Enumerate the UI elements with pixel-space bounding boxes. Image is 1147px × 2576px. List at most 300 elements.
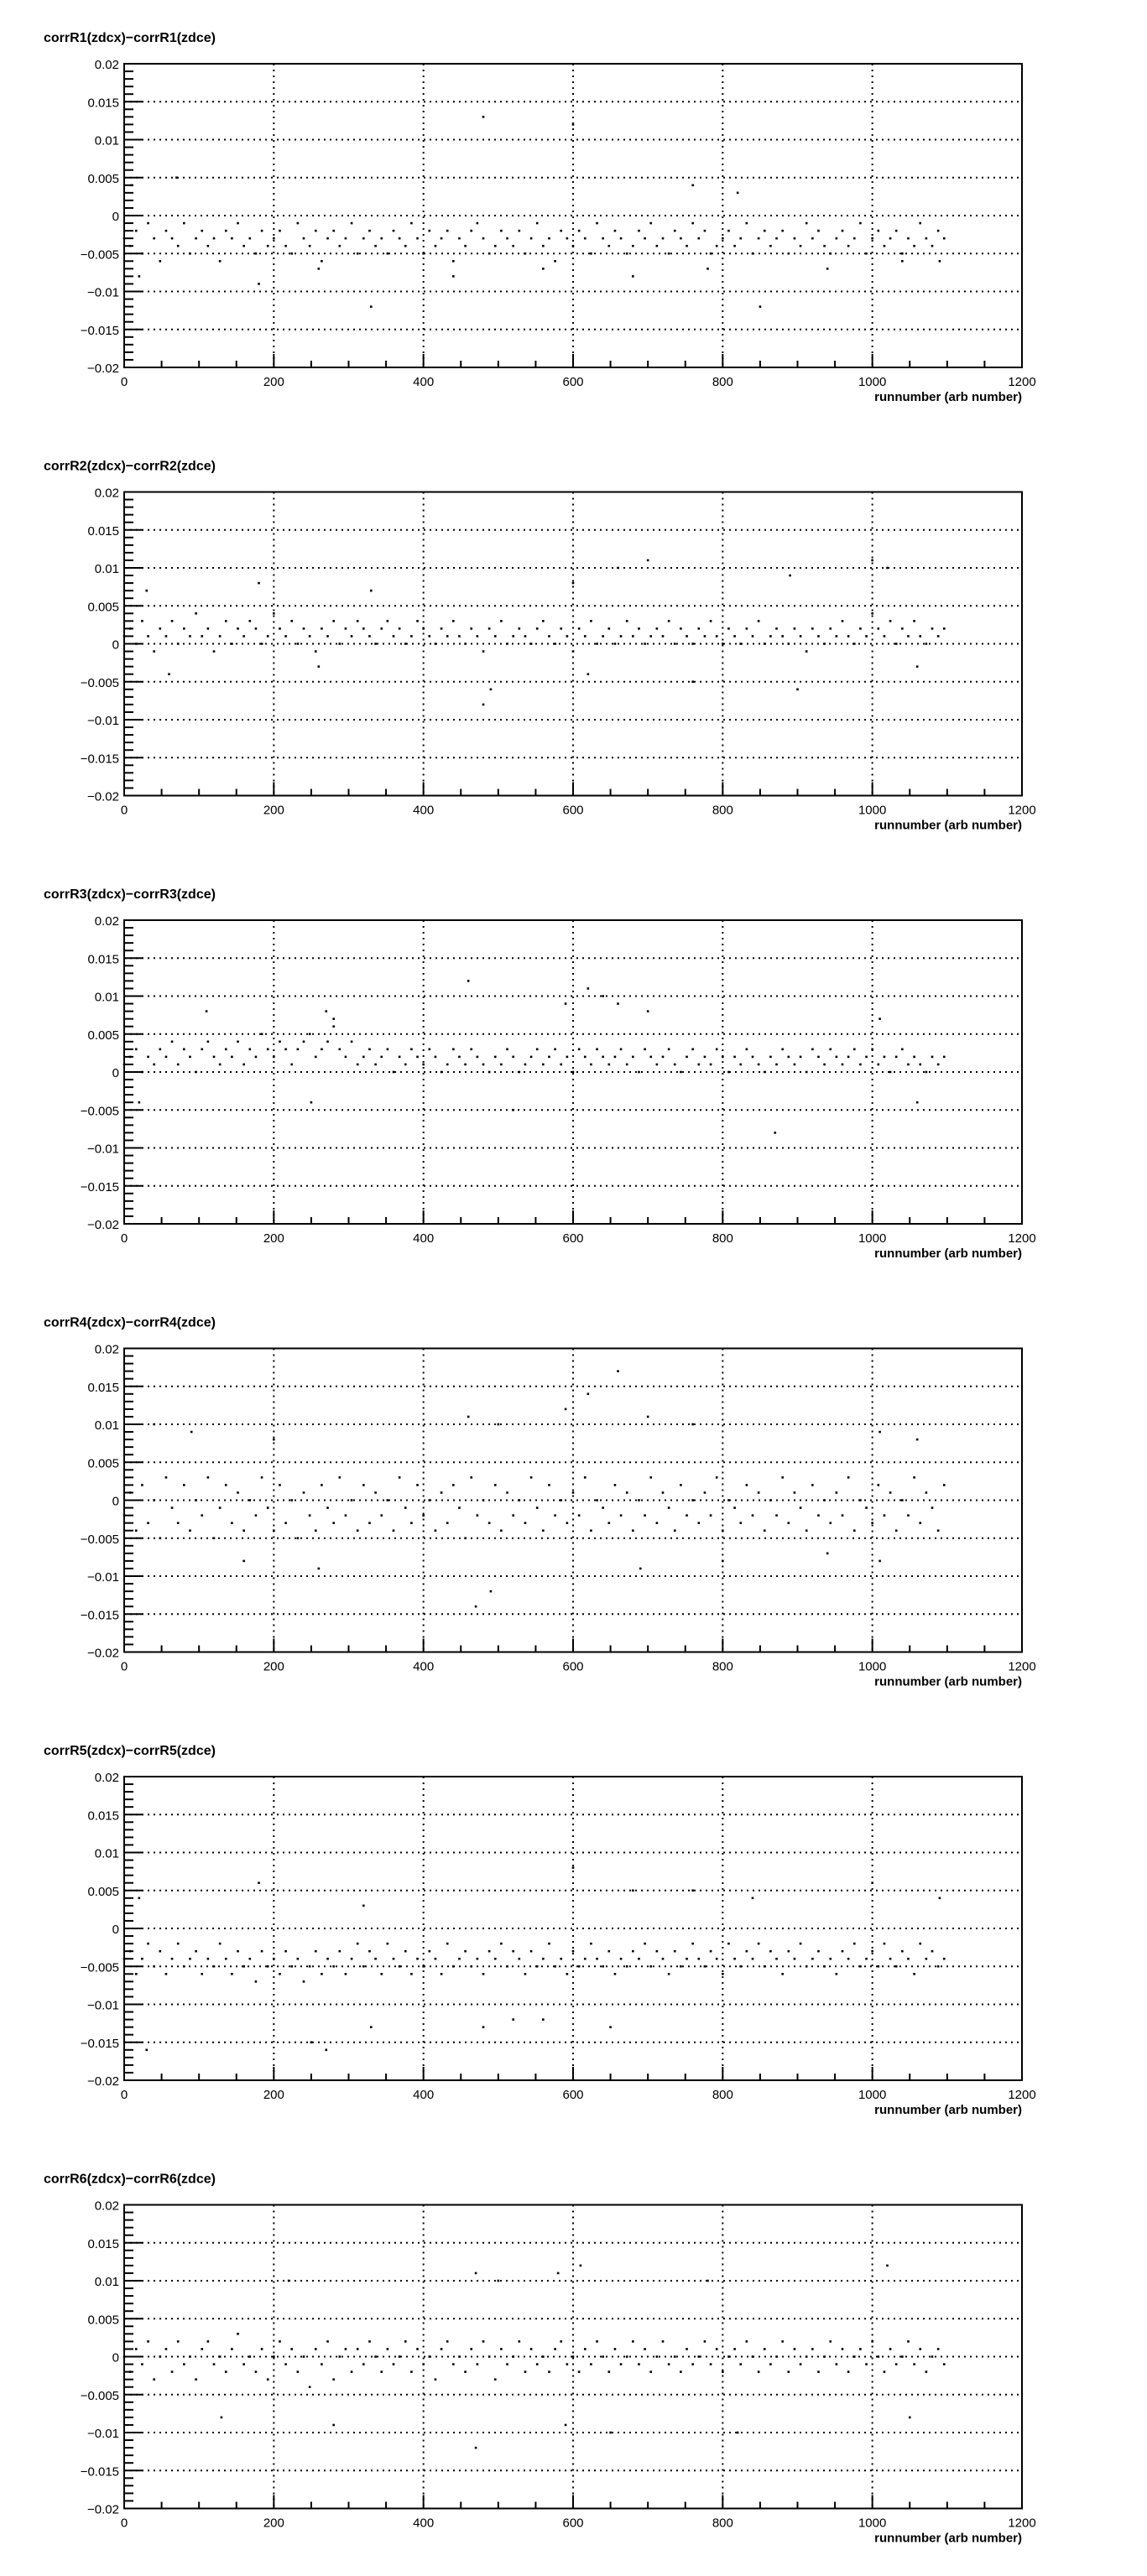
data-point (530, 1476, 533, 1479)
y-tick-label: −0.02 (87, 1646, 119, 1661)
data-point (393, 1071, 395, 1074)
y-tick-label: 0.005 (87, 2313, 119, 2328)
data-point (691, 680, 694, 683)
data-point (488, 1522, 491, 1524)
data-point (788, 2370, 790, 2373)
data-point (374, 1064, 377, 1066)
data-point (429, 1049, 431, 1051)
data-point (638, 2363, 640, 2365)
data-point (937, 1529, 940, 1532)
chart-title: corrR2(zdcx)−corrR2(zdce) (44, 459, 216, 474)
data-point (698, 627, 701, 630)
data-point (475, 2272, 477, 2275)
data-point (326, 635, 329, 637)
data-point (410, 1522, 413, 1524)
data-point (477, 222, 479, 225)
data-point (889, 620, 892, 622)
data-point (710, 620, 712, 622)
data-point (339, 1049, 341, 1051)
data-point (587, 987, 590, 990)
data-point (548, 635, 550, 637)
data-point (261, 2348, 263, 2350)
data-point (339, 1950, 341, 1953)
data-point (290, 2348, 293, 2350)
data-point (138, 1897, 141, 1900)
data-point (865, 252, 868, 255)
data-point (826, 268, 829, 270)
data-point (602, 1056, 604, 1059)
data-point (548, 237, 550, 240)
data-point (207, 627, 210, 630)
data-point (647, 1010, 649, 1012)
data-point (752, 1056, 754, 1059)
data-point (823, 643, 826, 645)
data-point (512, 1514, 514, 1517)
data-point (357, 252, 359, 255)
data-point (284, 1950, 287, 1953)
data-point (404, 245, 407, 247)
data-point (351, 1499, 353, 1501)
data-point (680, 237, 682, 240)
data-point (145, 590, 148, 592)
x-tick-label: 1200 (1008, 2516, 1036, 2531)
data-point (374, 643, 377, 645)
data-point (321, 1049, 323, 1051)
data-point (177, 643, 180, 645)
data-point (189, 1958, 191, 1960)
data-point (674, 643, 676, 645)
data-point (913, 1973, 915, 1975)
data-point (758, 1064, 760, 1066)
data-point (309, 1514, 311, 1517)
data-point (739, 1522, 742, 1524)
data-point (620, 237, 623, 240)
data-point (775, 1514, 778, 1517)
data-point (416, 2348, 419, 2350)
data-point (147, 222, 149, 225)
data-point (895, 2363, 898, 2365)
data-point (452, 1049, 455, 1051)
data-point (488, 2355, 491, 2358)
data-point (171, 1041, 174, 1043)
data-point (387, 1499, 389, 1501)
data-point (907, 1064, 910, 1066)
data-point (590, 1943, 592, 1945)
data-point (542, 2018, 545, 2021)
data-point (279, 2340, 281, 2343)
data-point (859, 1064, 862, 1066)
data-point (769, 245, 772, 247)
data-point (565, 1002, 567, 1005)
data-point (368, 1950, 371, 1953)
grid-lines (124, 1777, 1022, 2080)
data-point (937, 2348, 940, 2350)
data-point (279, 230, 281, 232)
data-point (339, 2355, 341, 2358)
data-point (691, 1049, 694, 1051)
data-point (284, 245, 287, 247)
data-point (704, 2340, 706, 2343)
data-point (639, 1568, 642, 1570)
data-point (345, 2348, 347, 2350)
data-point (231, 237, 233, 240)
data-point (626, 1965, 628, 1968)
data-point (878, 1431, 881, 1434)
x-tick-label: 800 (712, 2088, 733, 2102)
data-point (686, 245, 688, 247)
data-point (129, 627, 132, 630)
data-point (691, 222, 694, 225)
data-point (704, 1056, 706, 1059)
data-point (614, 1973, 617, 1975)
data-point (519, 1071, 521, 1074)
data-point (716, 1958, 718, 1960)
data-point (674, 1064, 676, 1066)
data-point (698, 1522, 701, 1524)
data-point (242, 635, 245, 637)
data-point (267, 1049, 269, 1051)
data-point (435, 2378, 437, 2381)
data-point (441, 627, 443, 630)
data-point (135, 1049, 138, 1051)
data-point (530, 1056, 533, 1059)
data-point (853, 237, 856, 240)
chart-title: corrR6(zdcx)−corrR6(zdce) (44, 2172, 216, 2187)
data-point (467, 1416, 470, 1418)
data-point (626, 2355, 628, 2358)
data-point (542, 620, 545, 622)
data-point (190, 1431, 193, 1434)
data-point (387, 252, 389, 255)
data-point (267, 1507, 269, 1509)
data-point (644, 1514, 646, 1517)
data-point (674, 1529, 676, 1532)
data-point (746, 627, 748, 630)
data-point (931, 627, 934, 630)
data-point (853, 643, 856, 645)
data-point (572, 650, 575, 653)
data-point (135, 2348, 138, 2350)
y-tick-label: 0.02 (94, 1342, 119, 1357)
data-point (733, 1056, 736, 1059)
data-point (201, 1049, 203, 1051)
data-point (380, 2370, 383, 2373)
x-axis (121, 783, 1036, 818)
data-point (494, 1958, 497, 1960)
data-point (691, 1943, 694, 1945)
data-point (370, 2026, 373, 2028)
data-point (632, 1529, 634, 1532)
data-point (614, 643, 617, 645)
data-point (722, 1560, 724, 1563)
data-point (566, 1973, 569, 1975)
x-tick-label: 1000 (858, 2088, 887, 2102)
data-point (318, 665, 321, 668)
data-point (362, 1965, 365, 1968)
data-point (746, 2340, 748, 2343)
data-point (584, 1056, 587, 1059)
data-point (380, 1514, 383, 1517)
data-point (482, 1499, 485, 1501)
data-point (339, 245, 341, 247)
data-point (219, 1064, 222, 1066)
data-point (370, 590, 373, 592)
data-point (823, 1064, 826, 1066)
data-point (716, 1049, 718, 1051)
x-tick-label: 800 (712, 1231, 733, 1246)
data-point (884, 245, 886, 247)
data-point (656, 245, 659, 247)
y-tick-label: 0.005 (87, 1028, 119, 1043)
data-point (530, 2348, 533, 2350)
data-point (878, 2355, 880, 2358)
data-point (609, 2432, 612, 2434)
data-point (752, 1897, 754, 1900)
data-point (189, 252, 191, 255)
data-point (847, 1056, 850, 1059)
data-points (123, 2265, 946, 2449)
data-point (435, 1958, 437, 1960)
data-point (769, 1950, 772, 1953)
data-point (668, 2363, 670, 2365)
data-point (572, 1866, 575, 1869)
data-point (464, 1537, 467, 1539)
data-point (769, 1499, 772, 1501)
data-point (458, 2355, 461, 2358)
data-point (722, 2370, 724, 2373)
data-point (446, 230, 449, 232)
data-point (326, 1958, 329, 1960)
data-point (931, 1950, 934, 1953)
data-point (916, 1439, 919, 1441)
data-point (536, 222, 539, 225)
axes-frame (124, 1349, 1022, 1652)
data-point (458, 1507, 461, 1509)
data-point (464, 245, 467, 247)
data-point (267, 635, 269, 637)
x-axis-label: runnumber (arb number) (874, 1246, 1022, 1261)
data-point (632, 1950, 634, 1953)
y-axis (81, 914, 143, 1232)
data-point (482, 704, 485, 706)
data-point (506, 643, 508, 645)
y-axis (81, 1343, 143, 1661)
data-point (213, 2363, 216, 2365)
data-point (759, 305, 762, 308)
data-point (829, 252, 832, 255)
data-point (183, 1049, 185, 1051)
data-point (201, 1973, 203, 1975)
y-tick-label: 0.02 (94, 914, 119, 929)
data-point (704, 1965, 706, 1968)
data-point (258, 582, 260, 585)
data-point (506, 1965, 508, 1968)
data-point (231, 1522, 233, 1524)
data-point (895, 643, 898, 645)
data-point (620, 635, 623, 637)
data-point (123, 635, 126, 637)
data-point (524, 635, 527, 637)
data-point (309, 1965, 311, 1968)
data-point (297, 1537, 300, 1539)
data-point (422, 627, 425, 630)
data-point (733, 2348, 736, 2350)
data-point (859, 2348, 862, 2350)
data-point (686, 2348, 688, 2350)
data-point (309, 1033, 311, 1035)
data-point (315, 1950, 317, 1953)
data-point (560, 2340, 562, 2343)
data-point (237, 222, 239, 225)
data-point (123, 1064, 126, 1066)
data-point (249, 620, 252, 622)
data-point (620, 1958, 623, 1960)
data-point (129, 1056, 132, 1059)
data-point (131, 185, 133, 187)
data-point (123, 2355, 126, 2358)
data-point (135, 230, 138, 232)
data-point (273, 1439, 275, 1441)
data-point (829, 627, 832, 630)
data-point (351, 222, 353, 225)
data-point (410, 2370, 413, 2373)
data-point (225, 1958, 227, 1960)
data-point (159, 627, 162, 630)
x-tick-label: 1000 (858, 803, 887, 818)
axes-frame (124, 64, 1022, 367)
data-point (261, 643, 263, 645)
data-point (823, 1965, 826, 1968)
data-point (374, 1958, 377, 1960)
data-point (909, 2417, 911, 2419)
y-tick-label: 0 (112, 1923, 119, 1937)
data-point (332, 1017, 335, 1020)
data-point (764, 2348, 766, 2350)
data-point (596, 222, 598, 225)
data-point (195, 612, 197, 615)
chart-title: corrR4(zdcx)−corrR4(zdce) (44, 1315, 216, 1330)
data-point (315, 650, 317, 653)
data-point (321, 260, 323, 263)
data-point (195, 237, 197, 240)
data-point (500, 2348, 503, 2350)
data-point (565, 2424, 567, 2427)
data-point (913, 2363, 915, 2365)
data-point (931, 1507, 934, 1509)
data-point (727, 2355, 730, 2358)
data-point (919, 1522, 921, 1524)
data-point (865, 1056, 868, 1059)
data-point (207, 2340, 210, 2343)
x-tick-label: 400 (413, 2088, 435, 2102)
data-point (213, 1056, 216, 1059)
data-point (470, 230, 472, 232)
x-tick-label: 0 (120, 1659, 128, 1674)
data-point (727, 1943, 730, 1945)
data-point (781, 1476, 784, 1479)
data-point (135, 643, 138, 645)
data-point (168, 673, 170, 675)
data-point (737, 192, 739, 195)
data-point (752, 2355, 754, 2358)
data-point (477, 1056, 479, 1059)
data-point (554, 1049, 556, 1051)
data-point (602, 995, 604, 997)
data-point (171, 2370, 174, 2373)
data-point (746, 1484, 748, 1486)
data-point (925, 2370, 928, 2373)
data-point (853, 1943, 856, 1945)
data-point (279, 627, 281, 630)
data-point (321, 1973, 323, 1975)
y-tick-label: 0.015 (87, 2236, 119, 2251)
data-point (878, 1965, 880, 1968)
data-point (458, 1056, 461, 1059)
data-point (159, 1537, 162, 1539)
data-point (542, 1958, 545, 1960)
data-point (189, 2355, 191, 2358)
data-point (608, 627, 611, 630)
data-point (829, 1958, 832, 1960)
data-point (351, 2370, 353, 2373)
data-point (368, 635, 371, 637)
data-point (512, 2355, 514, 2358)
data-point (339, 643, 341, 645)
data-point (325, 2049, 327, 2052)
data-point (189, 1056, 191, 1059)
data-point (644, 1049, 646, 1051)
data-point (842, 1950, 844, 1953)
data-point (429, 230, 431, 232)
data-point (165, 1973, 168, 1975)
data-point (519, 1499, 521, 1501)
chart-panel-1 (44, 31, 1036, 404)
data-point (147, 635, 149, 637)
data-point (488, 1071, 491, 1074)
data-point (370, 305, 373, 308)
data-point (536, 1049, 539, 1051)
data-point (836, 237, 838, 240)
data-point (255, 2370, 258, 2373)
data-point (237, 1491, 239, 1494)
data-point (878, 1064, 880, 1066)
data-point (357, 1529, 359, 1532)
data-point (823, 1499, 826, 1501)
data-point (626, 1491, 628, 1494)
x-tick-label: 200 (263, 2516, 284, 2531)
data-point (913, 1476, 915, 1479)
data-point (416, 620, 419, 622)
x-tick-label: 1200 (1008, 2088, 1036, 2102)
data-point (404, 1950, 407, 1953)
data-point (446, 1943, 449, 1945)
data-point (578, 230, 581, 232)
data-point (309, 635, 311, 637)
data-point (706, 2280, 709, 2282)
y-axis (81, 1771, 143, 2089)
data-point (578, 2370, 581, 2373)
data-point (542, 2355, 545, 2358)
y-tick-label: −0.01 (87, 714, 119, 728)
x-axis-label: runnumber (arb number) (874, 1674, 1022, 1689)
data-point (746, 222, 748, 225)
data-point (332, 1522, 335, 1524)
x-axis-label: runnumber (arb number) (874, 2531, 1022, 2546)
data-point (884, 1514, 886, 1517)
data-point (315, 2348, 317, 2350)
x-axis (121, 354, 1036, 389)
data-point (490, 1590, 493, 1593)
